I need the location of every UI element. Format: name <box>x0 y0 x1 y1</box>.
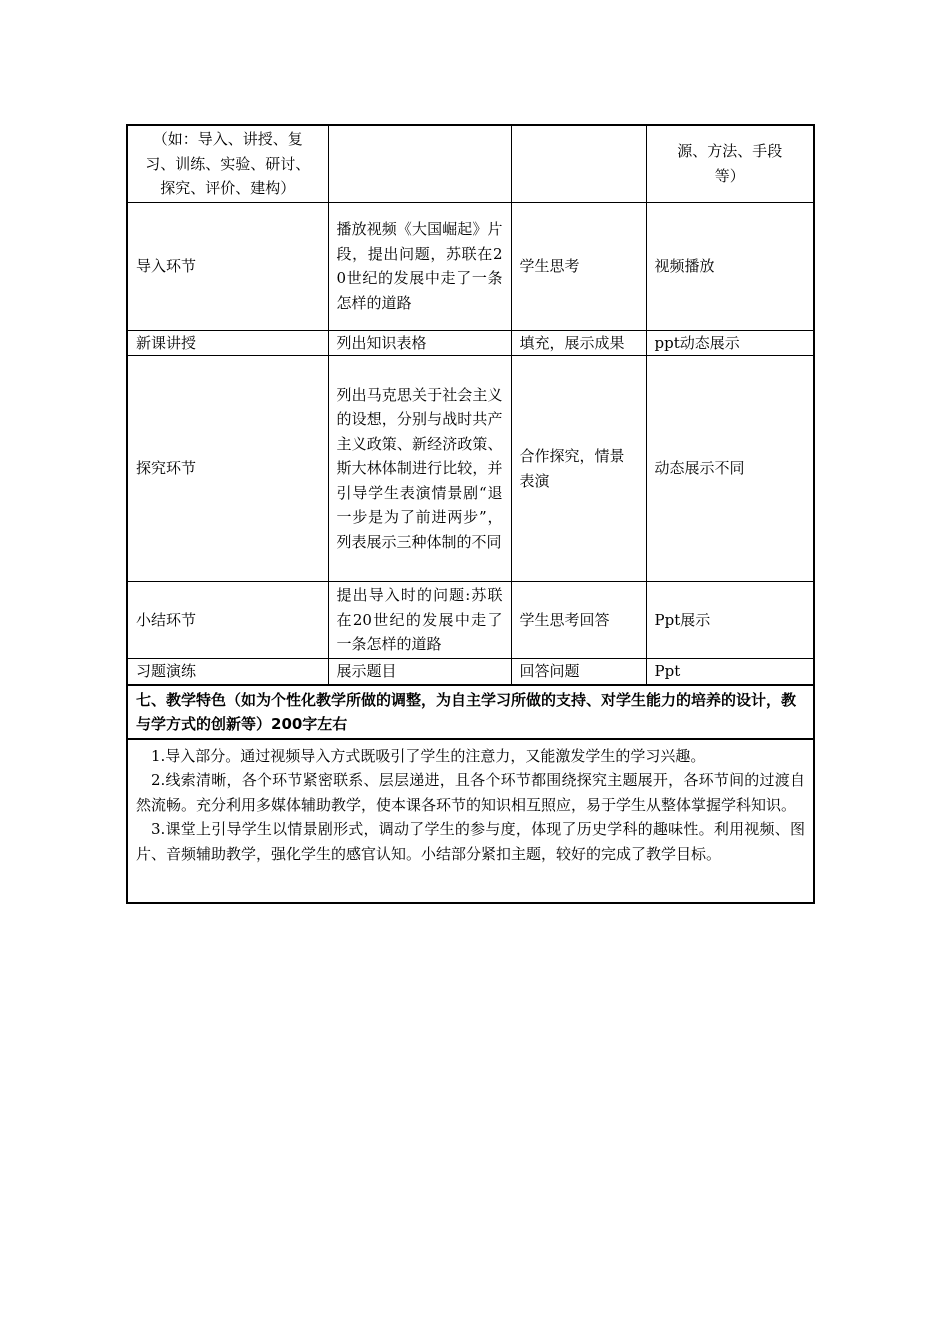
section-body <box>127 739 814 904</box>
stage-cell: 小结环节 <box>127 582 328 659</box>
media-cell: ppt动态展示 <box>646 330 814 356</box>
table-row <box>127 356 814 582</box>
teacher-activity-cell: 展示题目 <box>328 659 511 685</box>
stage-cell: 探究环节 <box>127 356 328 582</box>
table-row <box>127 659 814 685</box>
table-header-row <box>127 125 814 202</box>
section-body-row <box>127 739 814 904</box>
media-cell: Ppt展示 <box>646 582 814 659</box>
teacher-activity-cell: 列出知识表格 <box>328 330 511 356</box>
stage-cell: 习题演练 <box>127 659 328 685</box>
media-cell: 动态展示不同 <box>646 356 814 582</box>
header-cell-media: 源、方法、手段等） <box>646 125 814 202</box>
header-cell-teacher <box>328 125 511 202</box>
section-heading: 七、教学特色（如为个性化教学所做的调整，为自主学习所做的支持、对学生能力的培养的设计，教与学方式的创新等）200字左右 <box>127 685 814 739</box>
teacher-activity-cell: 提出导入时的问题:苏联在20世纪的发展中走了一条怎样的道路 <box>328 582 511 659</box>
student-activity-cell: 学生思考 <box>511 202 646 330</box>
stage-cell: 新课讲授 <box>127 330 328 356</box>
student-activity-cell: 填充，展示成果 <box>511 330 646 356</box>
teacher-activity-cell: 播放视频《大国崛起》片段，提出问题，苏联在20世纪的发展中走了一条怎样的道路 <box>328 202 511 330</box>
header-cell-stage: （如：导入、讲授、复习、训练、实验、研讨、探究、评价、建构） <box>127 125 328 202</box>
student-activity-cell: 合作探究，情景表演 <box>511 356 646 582</box>
student-activity-cell: 学生思考回答 <box>511 582 646 659</box>
paragraph: 3.课堂上引导学生以情景剧形式，调动了学生的参与度，体现了历史学科的趣味性。利用视频、图片、音频辅助教学，强化学生的感官认知。小结部分紧扣主题，较好的完成了教学目标。 <box>136 820 805 863</box>
stage-cell: 导入环节 <box>127 202 328 330</box>
table-row <box>127 202 814 330</box>
paragraph: 1.导入部分。通过视频导入方式既吸引了学生的注意力，又能激发学生的学习兴趣。 <box>151 746 706 765</box>
table-row <box>127 582 814 659</box>
teacher-activity-cell: 列出马克思关于社会主义的设想，分别与战时共产主义政策、新经济政策、斯大林体制进行比较，并引导学生表演情景剧“退一步是为了前进两步”，列表展示三种体制的不同 <box>328 356 511 582</box>
table-row <box>127 330 814 356</box>
media-cell: 视频播放 <box>646 202 814 330</box>
lesson-plan-table <box>126 124 815 904</box>
media-cell: Ppt <box>646 659 814 685</box>
paragraph: 2.线索清晰，各个环节紧密联系、层层递进，且各个环节都围绕探究主题展开，各环节间的过渡自然流畅。充分利用多媒体辅助教学，使本课各环节的知识相互照应，易于学生从整体掌握学科知识。 <box>136 771 805 814</box>
section-heading-row <box>127 685 814 739</box>
student-activity-cell: 回答问题 <box>511 659 646 685</box>
header-cell-student <box>511 125 646 202</box>
